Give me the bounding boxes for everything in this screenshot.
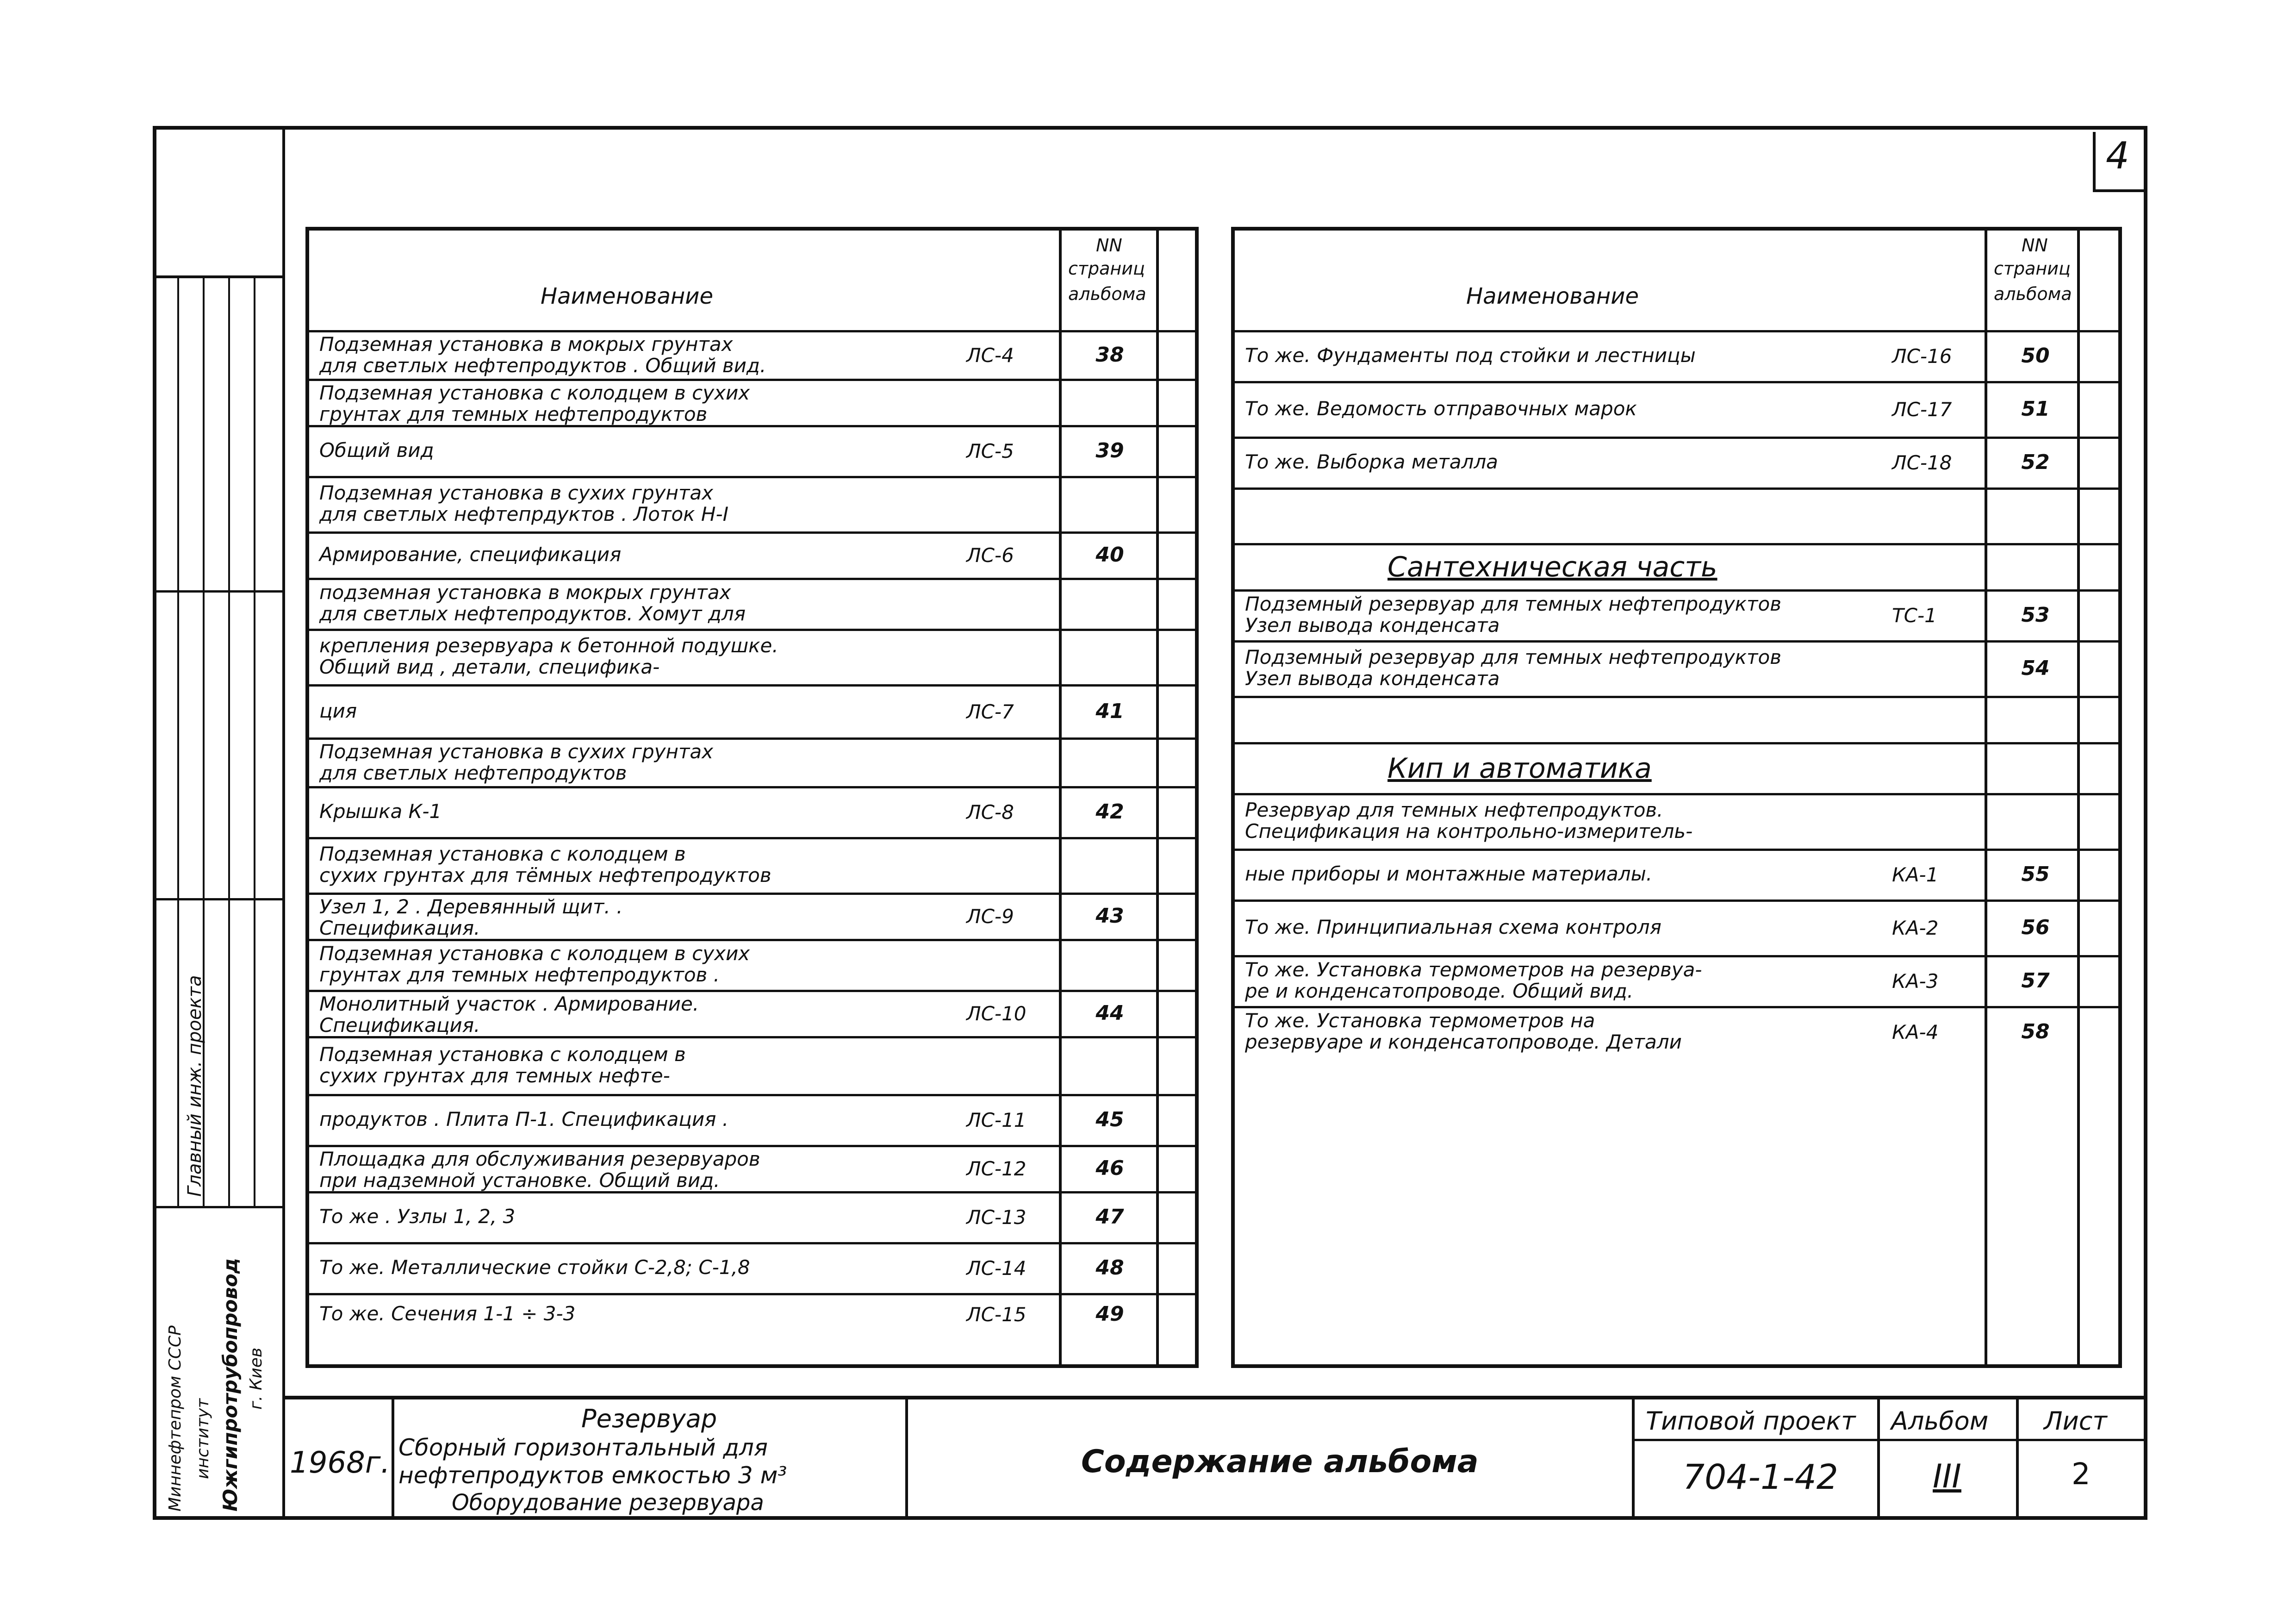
row-text: То же. Металлические стойки С-2,8; С-1,8 [319, 1256, 750, 1279]
right_table-row [1235, 437, 2118, 487]
row-text: резервуаре и конденсатопроводе. Детали [1245, 1031, 1682, 1053]
row-page: 54 [2021, 656, 2050, 680]
right_table-row [1235, 849, 2118, 899]
row-code: ЛС-18 [1892, 451, 1952, 474]
row-page: 53 [2021, 603, 2050, 627]
row-text: Узел 1, 2 . Деревянный щит. . [319, 895, 623, 918]
row-text: сухих грунтах для темных нефте- [319, 1064, 670, 1087]
left-header-name: Наименование [541, 283, 714, 309]
side-stamp-org-3: Южгипротрубопровод [219, 1258, 242, 1512]
row-page: 57 [2021, 969, 2050, 993]
right-header-name: Наименование [1466, 283, 1639, 309]
left_table-row [309, 379, 1195, 425]
row-text: ре и конденсатопроводе. Общий вид. [1245, 980, 1634, 1002]
title-year: 1968г. [290, 1446, 390, 1480]
row-code: ЛС-13 [966, 1206, 1027, 1229]
row-page: 44 [1095, 1001, 1124, 1025]
album-value: III [1933, 1457, 1961, 1495]
row-page: 48 [1095, 1256, 1124, 1280]
row-code: ЛС-15 [966, 1303, 1027, 1326]
row-text: ция [319, 699, 357, 722]
row-text: крепления резервуара к бетонной подушке. [319, 634, 778, 657]
row-code: ЛС-9 [966, 905, 1014, 928]
right_table-row [1235, 1006, 2118, 1057]
left_table-row [309, 1293, 1195, 1335]
side-stamp [156, 275, 282, 1516]
row-code: ЛС-5 [966, 440, 1014, 462]
row-code: ТС-1 [1892, 604, 1937, 627]
right_table-row [1235, 742, 2118, 793]
left_table-row [309, 737, 1195, 786]
row-text: Площадка для обслуживания резервуаров [319, 1148, 760, 1170]
row-text: То же. Фундаменты под стойки и лестницы [1245, 344, 1696, 367]
right_table-row [1235, 696, 2118, 742]
row-page: 46 [1095, 1156, 1124, 1180]
row-page: 52 [2021, 450, 2050, 474]
row-text: То же. Выборка металла [1245, 450, 1498, 473]
left_table-row [309, 476, 1195, 531]
row-code: ЛС-10 [966, 1002, 1027, 1025]
right_table-row [1235, 381, 2118, 437]
left_table-row [309, 578, 1195, 629]
row-code: КА-2 [1892, 917, 1939, 939]
row-code: ЛС-12 [966, 1157, 1027, 1180]
row-text: при надземной установке. Общий вид. [319, 1169, 720, 1192]
title-subject-line-1: Сборный горизонтальный для [398, 1434, 768, 1461]
row-text: Спецификация. [319, 1014, 480, 1037]
left-header-pages-3: альбома [1068, 284, 1146, 304]
row-text: Подземный резервуар для темных нефтепродуктов [1245, 646, 1781, 668]
row-text: для светлых нефтепрдуктов . Лоток Н-I [319, 503, 729, 525]
row-code: ЛС-4 [966, 344, 1014, 367]
row-page: 51 [2021, 397, 2050, 421]
left_table-row [309, 893, 1195, 939]
left-header-pages-2: страниц [1068, 258, 1145, 279]
title-block [285, 1396, 2146, 1517]
title-subject-line-3: Оборудование резервуара [452, 1490, 764, 1516]
row-text: Подземная установка с колодцем в сухих [319, 942, 750, 965]
row-code: ЛС-16 [1892, 345, 1952, 368]
row-code: КА-1 [1892, 863, 1939, 886]
side-stamp-org-4: г. Киев [247, 1347, 266, 1410]
row-text: для светлых нефтепродуктов . Общий вид. [319, 354, 766, 377]
row-page: 41 [1095, 699, 1124, 723]
row-text: Спецификация на контрольно-измеритель- [1245, 820, 1693, 843]
row-text: То же. Установка термометров на резервуа- [1245, 958, 1702, 981]
right_table-row [1235, 543, 2118, 589]
section-heading: Сантехническая часть [1388, 551, 1717, 583]
row-page: 42 [1095, 800, 1124, 824]
section-heading: Кип и автоматика [1388, 752, 1652, 785]
row-text: То же. Установка термометров на [1245, 1009, 1595, 1032]
left_table-row [309, 531, 1195, 578]
row-text: ные приборы и монтажные материалы. [1245, 862, 1653, 885]
right-header-pages-2: страниц [1994, 258, 2071, 279]
row-text: Резервуар для темных нефтепродуктов. [1245, 799, 1663, 821]
row-text: То же. Принципиальная схема контроля [1245, 916, 1661, 938]
right_table-row [1235, 589, 2118, 640]
left_table-row [309, 939, 1195, 990]
left_table-row [309, 330, 1195, 379]
right_table-row [1235, 955, 2118, 1006]
right_table-row [1235, 793, 2118, 849]
row-text: Общий вид , детали, специфика- [319, 656, 660, 678]
row-text: То же. Ведомость отправочных марок [1245, 397, 1637, 420]
left_table-row [309, 990, 1195, 1036]
row-text: Подземная установка в сухих грунтах [319, 481, 714, 504]
row-text: Подземная установка в сухих грунтах [319, 740, 714, 763]
row-page: 50 [2021, 344, 2050, 368]
row-text: Монолитный участок . Армирование. [319, 993, 699, 1015]
row-text: грунтах для темных нефтепродуктов . [319, 963, 720, 986]
left-header-pages-1: NN [1096, 235, 1122, 256]
left_table-row [309, 629, 1195, 684]
left_table-row [309, 1036, 1195, 1094]
project-label: Типовой проект [1646, 1406, 1856, 1436]
row-page: 43 [1095, 904, 1124, 928]
binding-line [282, 130, 285, 1516]
row-text: Узел вывода конденсата [1245, 614, 1500, 637]
left_table-row [309, 837, 1195, 893]
left-contents-table [305, 227, 1199, 1368]
side-stamp-org-1: Миннефтепром СССР [166, 1325, 185, 1512]
side-stamp-role: Главный инж. проекта [184, 975, 205, 1197]
album-label: Альбом [1891, 1406, 1989, 1436]
left_table-row [309, 1094, 1195, 1145]
row-code: ЛС-7 [966, 700, 1014, 723]
right-contents-table [1231, 227, 2122, 1368]
row-text: Узел вывода конденсата [1245, 667, 1500, 690]
row-text: для светлых нефтепродуктов [319, 762, 627, 784]
row-text: для светлых нефтепродуктов. Хомут для [319, 602, 746, 625]
row-page: 56 [2021, 916, 2050, 939]
sheet-label: Лист [2044, 1406, 2107, 1436]
frame-left [153, 126, 156, 1519]
row-text: подземная установка в мокрых грунтах [319, 581, 731, 604]
row-text: Подземная установка с колодцем в [319, 1043, 686, 1066]
row-text: Общий вид [319, 439, 434, 462]
row-text: То же. Сечения 1-1 ÷ 3-3 [319, 1302, 576, 1325]
left_table-row [309, 1242, 1195, 1293]
row-text: Подземная установка с колодцем в [319, 843, 686, 865]
row-text: продуктов . Плита П-1. Спецификация . [319, 1108, 729, 1131]
row-page: 40 [1095, 543, 1124, 567]
row-text: Спецификация. [319, 917, 480, 939]
frame-right [2144, 130, 2147, 1518]
row-text: Крышка К-1 [319, 800, 442, 823]
title-subject: Резервуар [581, 1404, 717, 1433]
row-page: 58 [2021, 1020, 2050, 1043]
row-code: ЛС-8 [966, 801, 1014, 824]
row-code: КА-3 [1892, 970, 1939, 993]
right-header-pages-1: NN [2022, 235, 2048, 256]
row-page: 45 [1095, 1108, 1124, 1131]
right_table-row [1235, 330, 2118, 381]
row-text: Подземная установка с колодцем в сухих [319, 381, 750, 404]
row-text: Армирование, спецификация [319, 543, 622, 566]
right_table-row [1235, 487, 2118, 543]
row-page: 55 [2021, 862, 2050, 886]
left_table-row [309, 786, 1195, 837]
frame-top [153, 126, 2147, 130]
row-code: ЛС-14 [966, 1257, 1027, 1280]
row-page: 38 [1095, 343, 1124, 367]
right_table-row [1235, 899, 2118, 955]
right_table-row [1235, 640, 2118, 696]
left_table-row [309, 684, 1195, 737]
sheet-number: 4 [2106, 134, 2129, 177]
row-page: 47 [1095, 1205, 1124, 1229]
row-text: сухих грунтах для тёмных нефтепродуктов [319, 864, 772, 887]
row-text: Подземная установка в мокрых грунтах [319, 333, 733, 356]
left_table-row [309, 1145, 1195, 1191]
row-text: грунтах для темных нефтепродуктов [319, 403, 708, 425]
right-header-pages-3: альбома [1994, 284, 2072, 304]
row-code: ЛС-6 [966, 544, 1014, 567]
row-text: Подземный резервуар для темных нефтепродуктов [1245, 593, 1781, 615]
left_table-row [309, 425, 1195, 476]
sheet-value: 2 [2072, 1457, 2091, 1492]
row-page: 39 [1095, 439, 1124, 462]
row-text: То же . Узлы 1, 2, 3 [319, 1205, 516, 1228]
row-code: КА-4 [1892, 1021, 1939, 1043]
row-page: 49 [1095, 1302, 1124, 1326]
side-stamp-org-2: институт [193, 1398, 212, 1479]
sheet-title: Содержание альбома [1081, 1443, 1479, 1480]
left_table-row [309, 1191, 1195, 1242]
row-code: ЛС-17 [1892, 398, 1952, 421]
row-code: ЛС-11 [966, 1109, 1027, 1131]
project-number: 704-1-42 [1683, 1457, 1838, 1497]
title-subject-line-2: нефтепродуктов емкостью 3 м³ [398, 1462, 787, 1489]
